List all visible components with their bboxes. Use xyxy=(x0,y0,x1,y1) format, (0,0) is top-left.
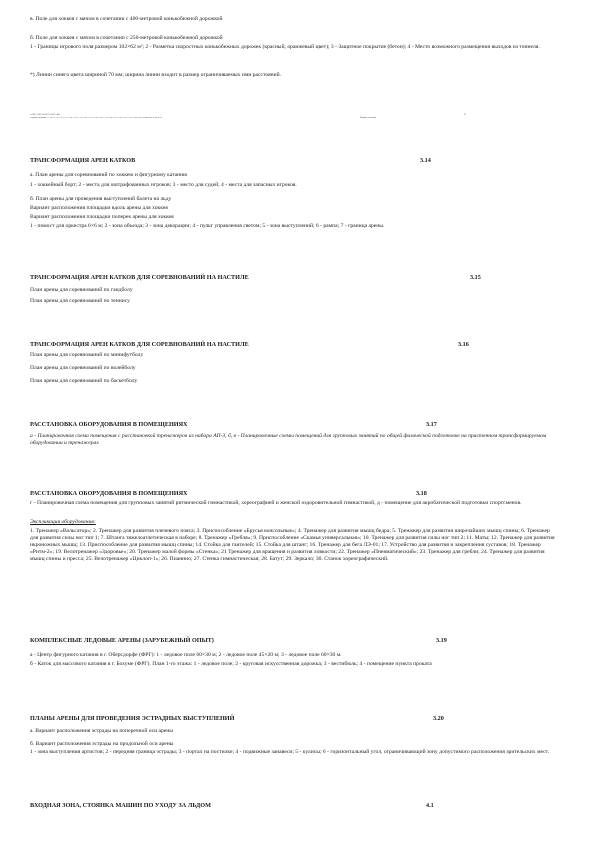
text-3-15-handball: План арены для соревнований по гандболу xyxy=(30,287,133,293)
text-3-18-description: г - Планировочная схема помещения для групповых занятий ритмической гимнастикой, хореографией и женской оздоровительной гимнастикой, д - помещение для акробатической подготовки спортсменов. xyxy=(30,500,522,506)
tiny-text-left-2: Ходовые элементы 1 2 3 4 5 6 7 8 9 10 11 12 13 14 15 16 17 18 19 20 21 22 23 24 25 26 27 28 29 30 31 32 33 34 35 36 37 38 39 40 41 42 43 44 45 46 47 48 49 50 xyxy=(30,117,163,119)
figure-caption-b: б. Поле для хоккея с мячом в сочетании с 250-метровой конькобежной дорожкой xyxy=(30,35,223,41)
text-3-16-minifootball: План арены для соревнований по минифутболу xyxy=(30,352,144,358)
section-title-3-20: ПЛАНЫ АРЕНЫ ДЛЯ ПРОВЕДЕНИЯ ЭСТРАДНЫХ ВЫСТУПЛЕНИЙ xyxy=(30,715,235,722)
tiny-text-mid: Ходовые элементы xyxy=(360,117,377,119)
section-title-3-19: КОМПЛЕКСНЫЕ ЛЕДОВЫЕ АРЕНЫ (ЗАРУБЕЖНЫЙ ОПЫТ) xyxy=(30,637,214,644)
section-number-3-19: 3.19 xyxy=(436,637,447,644)
section-title-3-16: ТРАНСФОРМАЦИЯ АРЕН КАТКОВ ДЛЯ СОРЕВНОВАНИЙ НА НАСТИЛЕ xyxy=(30,341,249,348)
section-title-3-14: ТРАНСФОРМАЦИЯ АРЕН КАТКОВ xyxy=(30,157,136,164)
section-number-3-18: 3.18 xyxy=(416,490,427,497)
section-title-3-17: РАССТАНОВКА ОБОРУДОВАНИЯ В ПОМЕЩЕНИЯХ xyxy=(30,421,188,428)
footnote: *) Линии синего цвета шириной 70 мм; ширина линии входит в размер ограничиваемых ими расстояний. xyxy=(30,72,282,78)
text-3-14-b: б. План арены для проведения выступлений балета на льду xyxy=(30,196,172,202)
section-number-3-17: 3.17 xyxy=(426,421,437,428)
figure-caption-v: в. Поле для хоккея с мячом в сочетании с 400-метровой конькобежной дорожкой xyxy=(30,16,223,22)
text-3-17-description: а - Планировочная схема помещения с расстановкой тренажеров из набора АП-3, б, в - Планировочные схемы помещений для групповых занятий по общей физической подготовке на пристенном трансформируемом оборудовании и тренажерах xyxy=(30,433,547,446)
text-3-16-basketball: План арены для соревнований по баскетболу xyxy=(30,378,138,384)
section-number-3-14: 3.14 xyxy=(420,157,431,164)
text-3-18-explication: 1. Тренажер «Вальсатор»; 2. Тренажер для развития плечевого пояса; 3. Приспособление «Брусья консольные»; 4. Тренажер для развития мышц бедра; 5. Тренажер для развития широчайших мышц спины; 6. Тренажер для развития силы ног тип 1; 7. Штанга тяжелоатлетическая в наборе; 8. Тренажер «Гребля»; 9. Приспособление «Скамья универсальная»; 10. Тренажер для развития силы ног тип 2; 11. Маты; 12. Тренажер для развития икроножных мышц; 13. Приспособление для развития мышц спины; 14. Стойка для гантелей; 15. Стойка для штанг; 16. Тренажер для бега ЛЭ-01; 17. Устройство для развития и закрепления суставов; 18. Тренажер «Ритм-2»; 19. Велотренажер «Здоровье»; 20. Тренажер малой формы «Стенка»; 21 Тренажер для вращения и развития ловкости; 22. Тренажер «Пневматический»; 23. Тренажер для гребли; 24. Тренажер для развития мышц спины и пресса; 25. Велотренажер «Циклоп-1»; 26. Пианино; 27. Стенка гимнастическая; 28. Батут; 29. Зеркало; 30. Станок хореографический. xyxy=(30,528,555,562)
text-3-14-legend: 1 - хоккейный борт; 2 - места для оштрафованных игроков; 3 - место для судей; 4 - места для запасных игроков. xyxy=(30,182,297,188)
text-3-18-explication-heading: Экспликация оборудования: xyxy=(30,519,96,525)
text-3-15-tennis: План арены для соревнований по теннису xyxy=(30,298,130,304)
figure-legend: 1 - Границы игрового поля размером 102×62 м²; 2 - Разметка скоростных конькобежных дорожек (красный, оранжевый цвет); 3 - Защитное покрытие (бетон); 4 - Место возможного размещения выходов из тоннеля. xyxy=(30,44,540,50)
text-3-20-a: а. Вариант расположения эстрады на поперечной оси арены xyxy=(30,728,174,734)
section-number-4-1: 4.1 xyxy=(426,802,434,809)
text-3-14-variant-2: Вариант расположения площадки поперек арены для хоккея xyxy=(30,214,174,220)
tiny-text-left-1: ст 001 Ст 002 Ст 003 Ст 004 Ст 005 xyxy=(30,114,60,116)
text-3-14-a: а. План арены для соревнований по хоккею и фигурному катанию xyxy=(30,172,188,178)
text-3-14-variant-1: Вариант расположения площадки вдоль арены для хоккея xyxy=(30,205,168,211)
text-3-16-volleyball: План арены для соревнований по волейболу xyxy=(30,365,136,371)
section-number-3-15: 3.15 xyxy=(470,274,481,281)
text-3-20-b: б. Вариант расположения эстрады на продольной оси арены xyxy=(30,741,174,747)
tiny-text-right: F1 xyxy=(464,114,467,116)
section-title-3-18: РАССТАНОВКА ОБОРУДОВАНИЯ В ПОМЕЩЕНИЯХ xyxy=(30,490,188,497)
text-3-19-a: а - Центр фигурного катания в г. Оберсдорфе (ФРГ): 1 - ледовое поле 60×30 м; 2 - ледовое поле 45×20 м; 3 - ледовое поле 60×30 м. xyxy=(30,652,342,658)
section-title-4-1: ВХОДНАЯ ЗОНА, СТОЯНКА МАШИН ПО УХОДУ ЗА ЛЬДОМ xyxy=(30,802,211,809)
text-3-14-legend-2: 1 - помост для оркестра 6×6 м; 2 - зона объезда; 3 - зона декорации; 4 - пульт управления светом; 5 - зона выступлений; 6 - рампа; 7 - граница арены. xyxy=(30,223,385,229)
text-3-20-legend: 1 - зона выступления артистов; 2 - передняя граница эстрады; 3 - портал на постилке; 4 - подвижные занавеси; 5 - кулисы; 6 - горизонтальный угол, ограничивающий зону допустимого расположения зрительских мест. xyxy=(30,749,550,755)
text-3-19-b: б - Каток для массового катания в г. Бохуме (ФРГ). План 1-го этажа: 1 - ледовое поле; 2 - круговая искусственная дорожка; 3 - вестибюль; 4 - помещение пункта проката xyxy=(30,661,432,667)
section-title-3-15: ТРАНСФОРМАЦИЯ АРЕН КАТКОВ ДЛЯ СОРЕВНОВАНИЙ НА НАСТИЛЕ xyxy=(30,274,249,281)
section-number-3-16: 3.16 xyxy=(458,341,469,348)
section-number-3-20: 3.20 xyxy=(433,715,444,722)
